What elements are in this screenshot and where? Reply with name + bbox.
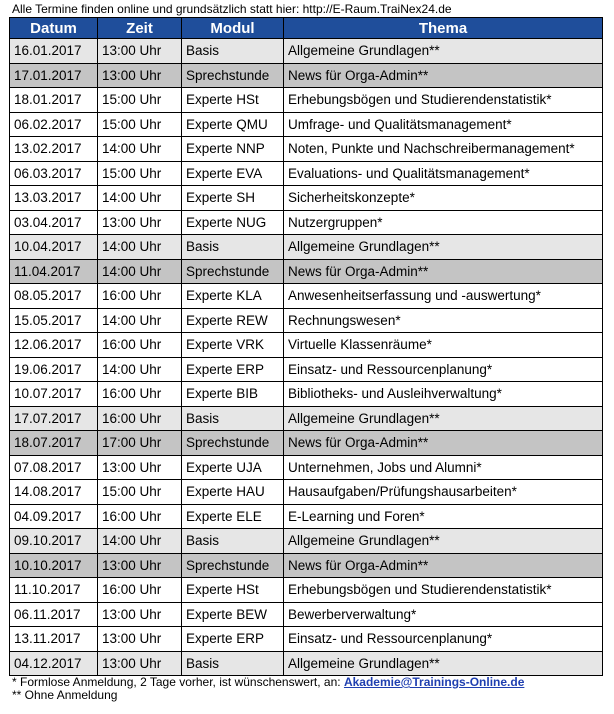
cell-thema: Virtuelle Klassenräume* bbox=[284, 333, 603, 358]
intro-text: Alle Termine finden online und grundsätzlich statt hier: http://E-Raum.TraiNex24.de bbox=[12, 2, 452, 16]
cell-modul: Experte NNP bbox=[182, 137, 284, 162]
cell-thema: Rechnungswesen* bbox=[284, 308, 603, 333]
cell-datum: 11.04.2017 bbox=[10, 259, 98, 284]
cell-modul: Experte HSt bbox=[182, 578, 284, 603]
table-row bbox=[10, 357, 603, 382]
cell-zeit: 16:00 Uhr bbox=[98, 406, 182, 431]
cell-zeit: 16:00 Uhr bbox=[98, 382, 182, 407]
cell-thema: Erhebungsbögen und Studierendenstatistik* bbox=[284, 578, 603, 603]
table-row bbox=[10, 284, 603, 309]
footnote-registration-text: * Formlose Anmeldung, 2 Tage vorher, ist wünschenswert, an: bbox=[12, 675, 344, 689]
cell-datum: 12.06.2017 bbox=[10, 333, 98, 358]
cell-datum: 08.05.2017 bbox=[10, 284, 98, 309]
cell-modul: Experte VRK bbox=[182, 333, 284, 358]
cell-datum: 06.03.2017 bbox=[10, 161, 98, 186]
cell-zeit: 13:00 Uhr bbox=[98, 63, 182, 88]
cell-zeit: 14:00 Uhr bbox=[98, 529, 182, 554]
cell-zeit: 16:00 Uhr bbox=[98, 504, 182, 529]
cell-zeit: 13:00 Uhr bbox=[98, 39, 182, 64]
cell-datum: 16.01.2017 bbox=[10, 39, 98, 64]
table-row bbox=[10, 480, 603, 505]
cell-datum: 15.05.2017 bbox=[10, 308, 98, 333]
cell-modul: Sprechstunde bbox=[182, 259, 284, 284]
cell-thema: Noten, Punkte und Nachschreibermanagement* bbox=[284, 137, 603, 162]
cell-datum: 11.10.2017 bbox=[10, 578, 98, 603]
cell-zeit: 14:00 Uhr bbox=[98, 186, 182, 211]
cell-modul: Experte BIB bbox=[182, 382, 284, 407]
cell-datum: 07.08.2017 bbox=[10, 455, 98, 480]
schedule-table bbox=[9, 17, 603, 676]
cell-thema: Allgemeine Grundlagen** bbox=[284, 235, 603, 260]
table-row bbox=[10, 553, 603, 578]
cell-datum: 13.11.2017 bbox=[10, 627, 98, 652]
table-row bbox=[10, 406, 603, 431]
table-row bbox=[10, 112, 603, 137]
cell-modul: Experte QMU bbox=[182, 112, 284, 137]
table-row bbox=[10, 210, 603, 235]
cell-modul: Basis bbox=[182, 235, 284, 260]
table-row bbox=[10, 63, 603, 88]
schedule-rows bbox=[10, 39, 603, 676]
cell-datum: 14.08.2017 bbox=[10, 480, 98, 505]
table-row bbox=[10, 39, 603, 64]
cell-datum: 17.01.2017 bbox=[10, 63, 98, 88]
cell-datum: 10.07.2017 bbox=[10, 382, 98, 407]
cell-thema: Bibliotheks- und Ausleihverwaltung* bbox=[284, 382, 603, 407]
cell-modul: Experte UJA bbox=[182, 455, 284, 480]
cell-datum: 17.07.2017 bbox=[10, 406, 98, 431]
cell-modul: Experte HSt bbox=[182, 88, 284, 113]
cell-datum: 19.06.2017 bbox=[10, 357, 98, 382]
header-datum: Datum bbox=[10, 18, 98, 39]
cell-thema: Anwesenheitserfassung und -auswertung* bbox=[284, 284, 603, 309]
table-row bbox=[10, 504, 603, 529]
table-row bbox=[10, 333, 603, 358]
cell-modul: Basis bbox=[182, 406, 284, 431]
cell-modul: Experte SH bbox=[182, 186, 284, 211]
cell-zeit: 13:00 Uhr bbox=[98, 455, 182, 480]
cell-thema: Allgemeine Grundlagen** bbox=[284, 651, 603, 676]
table-row bbox=[10, 88, 603, 113]
cell-thema: Sicherheitskonzepte* bbox=[284, 186, 603, 211]
cell-modul: Sprechstunde bbox=[182, 431, 284, 456]
cell-thema: Bewerberverwaltung* bbox=[284, 602, 603, 627]
table-row bbox=[10, 259, 603, 284]
cell-modul: Experte REW bbox=[182, 308, 284, 333]
cell-modul: Experte EVA bbox=[182, 161, 284, 186]
cell-thema: News für Orga-Admin** bbox=[284, 553, 603, 578]
table-row bbox=[10, 137, 603, 162]
table-row bbox=[10, 578, 603, 603]
cell-zeit: 14:00 Uhr bbox=[98, 308, 182, 333]
cell-thema: Nutzergruppen* bbox=[284, 210, 603, 235]
header-modul: Modul bbox=[182, 18, 284, 39]
cell-modul: Sprechstunde bbox=[182, 553, 284, 578]
cell-datum: 18.07.2017 bbox=[10, 431, 98, 456]
cell-datum: 09.10.2017 bbox=[10, 529, 98, 554]
cell-zeit: 13:00 Uhr bbox=[98, 553, 182, 578]
table-row bbox=[10, 529, 603, 554]
cell-zeit: 14:00 Uhr bbox=[98, 137, 182, 162]
cell-thema: Evaluations- und Qualitätsmanagement* bbox=[284, 161, 603, 186]
cell-thema: Allgemeine Grundlagen** bbox=[284, 39, 603, 64]
table-row bbox=[10, 186, 603, 211]
cell-datum: 13.02.2017 bbox=[10, 137, 98, 162]
header-zeit: Zeit bbox=[98, 18, 182, 39]
cell-thema: Einsatz- und Ressourcenplanung* bbox=[284, 627, 603, 652]
cell-modul: Experte KLA bbox=[182, 284, 284, 309]
cell-datum: 10.04.2017 bbox=[10, 235, 98, 260]
table-row bbox=[10, 161, 603, 186]
footnote-no-registration: ** Ohne Anmeldung bbox=[12, 688, 118, 702]
cell-zeit: 14:00 Uhr bbox=[98, 235, 182, 260]
cell-thema: E-Learning und Foren* bbox=[284, 504, 603, 529]
cell-zeit: 15:00 Uhr bbox=[98, 112, 182, 137]
cell-zeit: 14:00 Uhr bbox=[98, 357, 182, 382]
table-row bbox=[10, 455, 603, 480]
cell-datum: 06.11.2017 bbox=[10, 602, 98, 627]
cell-modul: Basis bbox=[182, 39, 284, 64]
cell-modul: Experte ERP bbox=[182, 357, 284, 382]
cell-modul: Experte NUG bbox=[182, 210, 284, 235]
table-row bbox=[10, 235, 603, 260]
cell-thema: News für Orga-Admin** bbox=[284, 259, 603, 284]
cell-modul: Sprechstunde bbox=[182, 63, 284, 88]
cell-zeit: 15:00 Uhr bbox=[98, 480, 182, 505]
cell-zeit: 16:00 Uhr bbox=[98, 284, 182, 309]
cell-modul: Experte HAU bbox=[182, 480, 284, 505]
table-row bbox=[10, 651, 603, 676]
cell-zeit: 15:00 Uhr bbox=[98, 161, 182, 186]
cell-datum: 10.10.2017 bbox=[10, 553, 98, 578]
table-row bbox=[10, 602, 603, 627]
cell-modul: Basis bbox=[182, 651, 284, 676]
cell-datum: 04.12.2017 bbox=[10, 651, 98, 676]
table-row bbox=[10, 627, 603, 652]
cell-modul: Experte BEW bbox=[182, 602, 284, 627]
cell-thema: Erhebungsbögen und Studierendenstatistik* bbox=[284, 88, 603, 113]
cell-datum: 13.03.2017 bbox=[10, 186, 98, 211]
cell-thema: News für Orga-Admin** bbox=[284, 431, 603, 456]
cell-zeit: 13:00 Uhr bbox=[98, 627, 182, 652]
cell-thema: Umfrage- und Qualitätsmanagement* bbox=[284, 112, 603, 137]
cell-modul: Experte ELE bbox=[182, 504, 284, 529]
cell-thema: Unternehmen, Jobs und Alumni* bbox=[284, 455, 603, 480]
cell-zeit: 16:00 Uhr bbox=[98, 333, 182, 358]
cell-zeit: 13:00 Uhr bbox=[98, 210, 182, 235]
cell-thema: Hausaufgaben/Prüfungshausarbeiten* bbox=[284, 480, 603, 505]
cell-datum: 18.01.2017 bbox=[10, 88, 98, 113]
table-row bbox=[10, 382, 603, 407]
cell-datum: 03.04.2017 bbox=[10, 210, 98, 235]
cell-modul: Basis bbox=[182, 529, 284, 554]
cell-zeit: 13:00 Uhr bbox=[98, 602, 182, 627]
email-link[interactable]: Akademie@Trainings-Online.de bbox=[343, 675, 525, 689]
cell-datum: 06.02.2017 bbox=[10, 112, 98, 137]
cell-modul: Experte ERP bbox=[182, 627, 284, 652]
cell-thema: News für Orga-Admin** bbox=[284, 63, 603, 88]
cell-zeit: 13:00 Uhr bbox=[98, 651, 182, 676]
cell-zeit: 17:00 Uhr bbox=[98, 431, 182, 456]
cell-thema: Einsatz- und Ressourcenplanung* bbox=[284, 357, 603, 382]
cell-zeit: 14:00 Uhr bbox=[98, 259, 182, 284]
cell-zeit: 15:00 Uhr bbox=[98, 88, 182, 113]
table-row bbox=[10, 308, 603, 333]
cell-thema: Allgemeine Grundlagen** bbox=[284, 529, 603, 554]
cell-thema: Allgemeine Grundlagen** bbox=[284, 406, 603, 431]
header-row bbox=[10, 18, 603, 39]
cell-datum: 04.09.2017 bbox=[10, 504, 98, 529]
cell-zeit: 16:00 Uhr bbox=[98, 578, 182, 603]
header-thema: Thema bbox=[284, 18, 603, 39]
table-row bbox=[10, 431, 603, 456]
